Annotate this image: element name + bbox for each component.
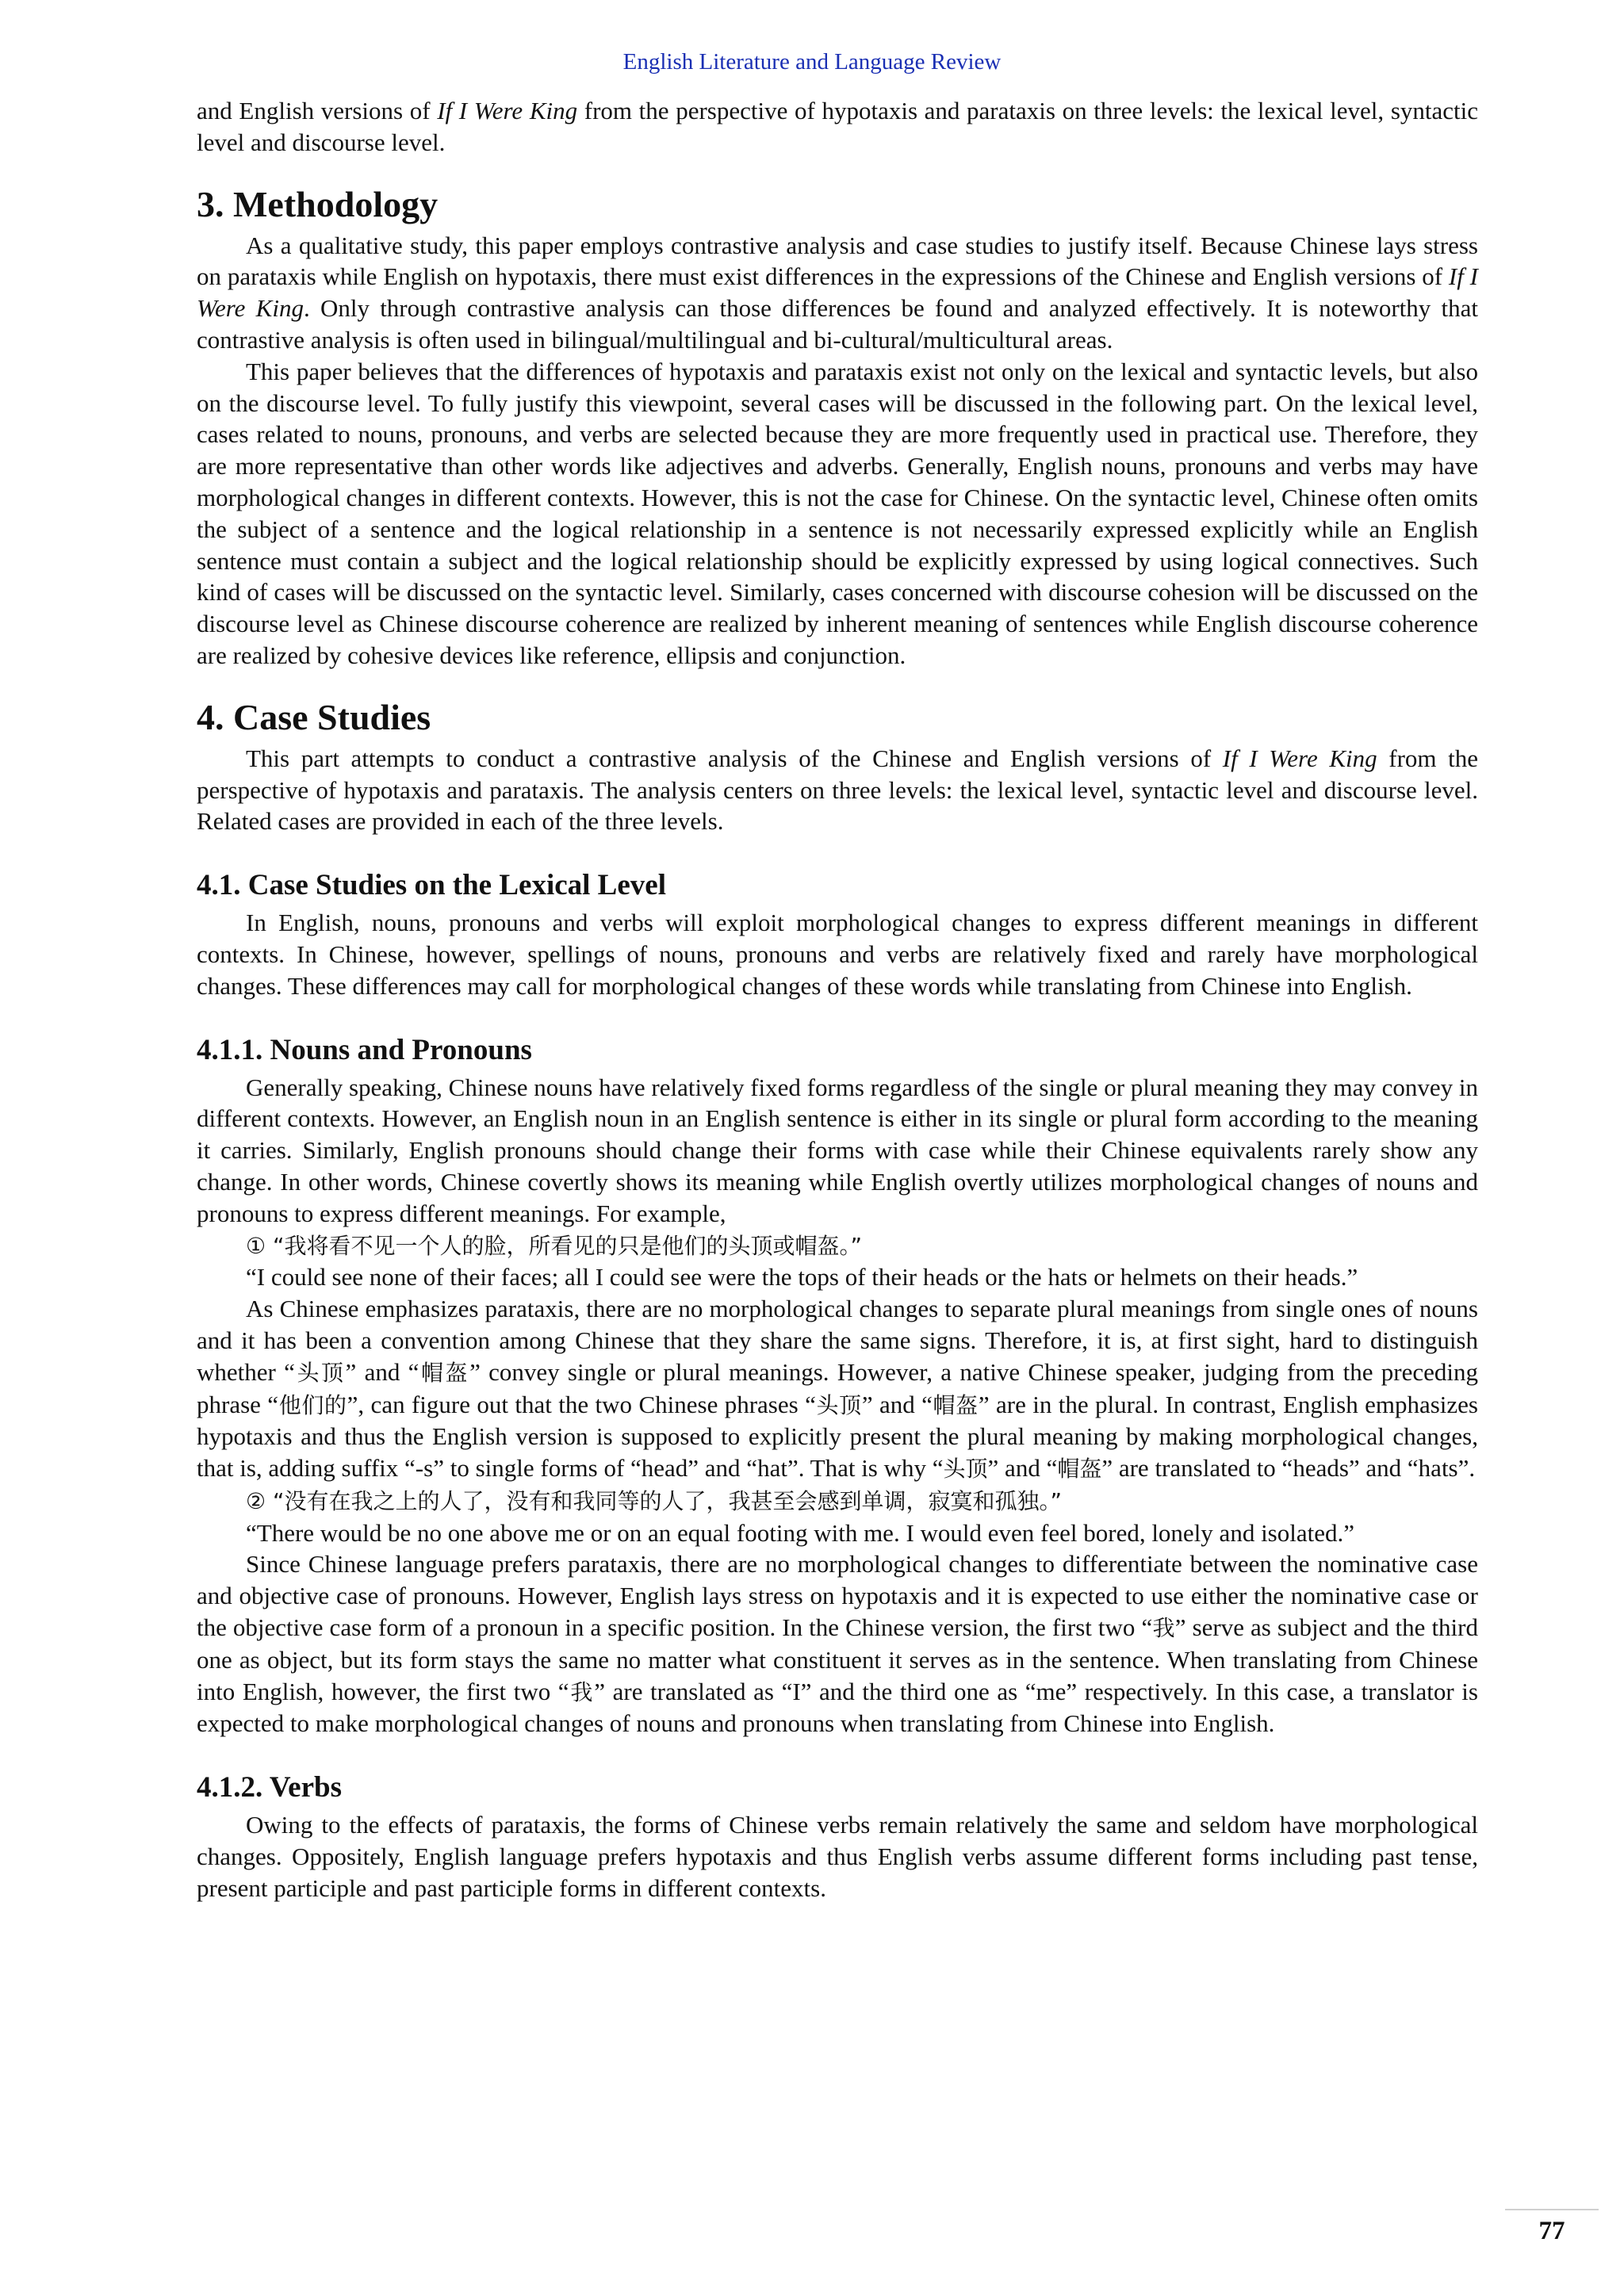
example-2-english: “There would be no one above me or on an equal footing with me. I would even feel bored, lonely and isolated.”	[246, 1518, 1354, 1547]
section-heading-case-studies: 4. Case Studies	[197, 696, 431, 737]
journal-header: English Literature and Language Review	[622, 49, 1002, 75]
subsection-heading-lexical: 4.1. Case Studies on the Lexical Level	[197, 869, 666, 902]
paragraph: This paper believes that the differences of hypotaxis and parataxis exist not only on the lexical and syntactic levels, but also on the discourse level. To fully justify this viewpoint, several cases will be discussed in the following part. On the lexical level, cases related to nouns, pronouns, and verbs are selected because they are more frequently used in practical use. Therefore, they are more representative than other words like adjectives and adverbs. Generally, English nouns, pronouns and verbs may have morphological changes in different contexts. However, this is not the case for Chinese. On the syntactic level, Chinese often omits the subject of a sentence and the logical relationship in a sentence is not necessarily expressed explicitly while an English sentence must contain a subject and the logical relationship should be explicitly expressed by using logical connectives. Such kind of cases will be discussed on the syntactic level. Similarly, cases concerned with discourse cohesion will be discussed on the discourse level as Chinese discourse coherence are realized by inherent meaning of sentences while English discourse coherence are realized by cohesive devices like reference, ellipsis and conjunction.	[197, 357, 1478, 669]
example-1-chinese: ① “我将看不见一个人的脸，所看见的只是他们的头顶或帽盔。”	[246, 1232, 863, 1259]
paragraph: As Chinese emphasizes parataxis, there are no morphological changes to separate plural meanings from single ones of nouns and it has been a convention among Chinese that they share the same signs. Therefore, it is, at first sight, hard to distinguish whether “头顶” and “帽盔” convey single or plural meanings. However, a native Chinese speaker, judging from the preceding phrase “他们的”, can figure out that the two Chinese phrases “头顶” and “帽盔” are in the plural. In contrast, English emphasizes hypotaxis and thus the English version is supposed to explicitly present the plural meaning by making morphological changes, that is, adding suffix “-s” to single forms of “head” and “hat”. That is why “头顶” and “帽盔” are translated to “heads” and “hats”.	[197, 1295, 1478, 1483]
page-number: 77	[1538, 2217, 1565, 2245]
article-body	[197, 95, 1478, 1904]
footer-divider	[1505, 2209, 1599, 2210]
intro-paragraph: and English versions of If I Were King from the perspective of hypotaxis and parataxis on three levels: the lexical level, syntactic level and discourse level.	[197, 97, 1478, 156]
paragraph: In English, nouns, pronouns and verbs will exploit morphological changes to express different meanings in different contexts. In Chinese, however, spellings of nouns, pronouns and verbs are relatively fixed and rarely have morphological changes. These differences may call for morphological changes of these words while translating from Chinese into English.	[197, 909, 1478, 1000]
paragraph: This part attempts to conduct a contrastive analysis of the Chinese and English versions of If I Were King from the perspective of hypotaxis and parataxis. The analysis centers on three levels: the lexical level, syntactic level and discourse level. Related cases are provided in each of the three levels.	[197, 744, 1479, 836]
paragraph: Owing to the effects of parataxis, the forms of Chinese verbs remain relatively the same and seldom have morphological changes. Oppositely, English language prefers hypotaxis and thus English verbs assume different forms including past tense, present participle and past participle forms in different contexts.	[197, 1811, 1478, 1902]
paragraph: Generally speaking, Chinese nouns have relatively fixed forms regardless of the single or plural meaning they may convey in different contexts. However, an English noun in an English sentence is either in its single or plural form according to the meaning it carries. Similarly, English pronouns should change their forms with case while their Chinese equivalents rarely show any change. In other words, Chinese covertly shows its meaning while English overtly utilizes morphological changes of nouns and pronouns to express different meanings. For example,	[197, 1073, 1478, 1227]
section-heading-methodology: 3. Methodology	[197, 183, 439, 224]
book-title: If I Were King	[437, 97, 578, 124]
subsection-heading-nouns: 4.1.1. Nouns and Pronouns	[197, 1033, 532, 1066]
paragraph: Since Chinese language prefers parataxis, there are no morphological changes to differentiate between the nominative case and objective case of pronouns. However, English lays stress on hypotaxis and it is expected to use either the nominative case or the objective case form of a pronoun in a specific position. In the Chinese version, the first two “我” serve as subject and the third one as object, but its form stays the same no matter what constituent it serves as in the sentence. When translating from Chinese into English, however, the first two “我” are translated as “I” and the third one as “me” respectively. In this case, a translator is expected to make morphological changes of nouns and pronouns when translating from Chinese into English.	[197, 1550, 1478, 1738]
example-2-chinese: ② “没有在我之上的人了，没有和我同等的人了，我甚至会感到单调，寂寞和孤独。”	[246, 1487, 1063, 1514]
example-1-english: “I could see none of their faces; all I could see were the tops of their heads or the hats or helmets on their heads.”	[246, 1263, 1358, 1292]
subsection-heading-verbs: 4.1.2. Verbs	[197, 1771, 342, 1804]
book-title: If I Were King	[1222, 744, 1377, 772]
book-title: If I Were King	[197, 262, 1478, 323]
paragraph: As a qualitative study, this paper employs contrastive analysis and case studies to justify itself. Because Chinese lays stress on parataxis while English on hypotaxis, there must exist differences in the expressions of the Chinese and English versions of If I Were King. Only through contrastive analysis can those differences be found and analyzed effectively. It is noteworthy that contrastive analysis is often used in bilingual/multilingual and bi-cultural/multicultural areas.	[197, 231, 1479, 354]
